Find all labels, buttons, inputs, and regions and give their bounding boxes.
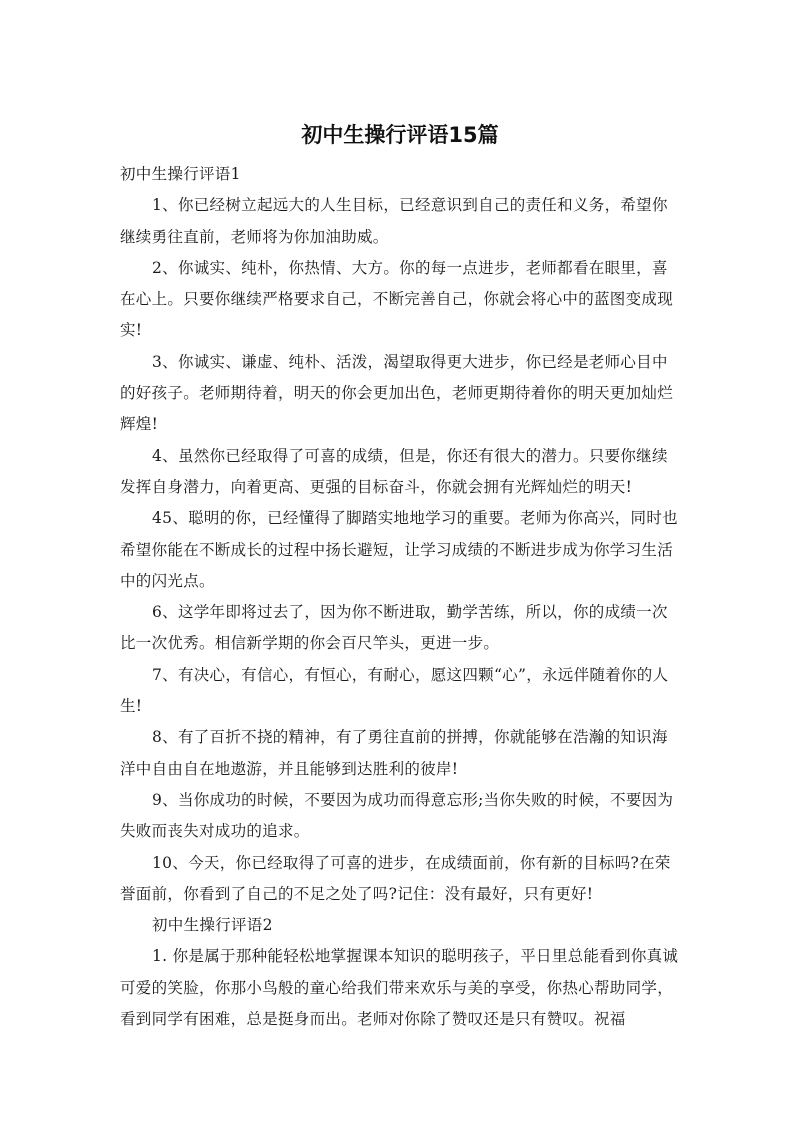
document-body <box>120 159 680 1035</box>
section-heading: 初中生操行评语2 <box>152 916 273 935</box>
paragraph: 4、虽然你已经取得了可喜的成绩，但是，你还有很大的潜力。只要你继续发挥自身潜力，向着更高、更强的目标奋斗，你就会拥有光辉灿烂的明天! <box>120 446 668 496</box>
paragraph: 1、你已经树立起远大的人生目标，已经意识到自己的责任和义务，希望你继续勇往直前，老师将为你加油助威。 <box>120 196 668 246</box>
paragraph: 2、你诚实、纯朴，你热情、大方。你的每一点进步，老师都看在眼里，喜在心上。只要你继续严格要求自己，不断完善自己，你就会将心中的蓝图变成现实! <box>120 258 674 340</box>
section-heading: 初中生操行评语1 <box>120 165 241 183</box>
paragraph: 45、聪明的你，已经懂得了脚踏实地地学习的重要。老师为你高兴，同时也希望你能在不断成长的过程中扬长避短，让学习成绩的不断进步成为你学习生活中的闪光点。 <box>120 509 678 590</box>
paragraph: 7、有决心，有信心，有恒心，有耐心，愿这四颗“心”，永远伴随着你的人生! <box>120 665 669 716</box>
paragraph: 6、这学年即将过去了，因为你不断进取，勤学苦练，所以，你的成绩一次比一次优秀。相信新学期的你会百尺竿头，更进一步。 <box>120 603 668 653</box>
paragraph: 3、你诚实、谦虚、纯朴、活泼，渴望取得更大进步，你已经是老师心目中的好孩子。老师期待着，明天的你会更加出色，老师更期待着你的明天更加灿烂辉煌! <box>120 352 674 434</box>
paragraph: 9、当你成功的时候，不要因为成功而得意忘形;当你失败的时候，不要因为失败而丧失对成功的追求。 <box>120 790 674 841</box>
paragraph: 10、今天，你已经取得了可喜的进步，在成绩面前，你有新的目标吗?在荣誉面前，你看到了自己的不足之处了吗?记住：没有最好，只有更好! <box>120 853 671 903</box>
paragraph: 1. 你是属于那种能轻松地掌握课本知识的聪明孩子，平日里总能看到你真诚可爱的笑脸，你那小鸟般的童心给我们带来欢乐与美的享受，你热心帮助同学，看到同学有困难，总是挺身而出。老师对你除了赞叹还是只有赞叹。祝福 <box>120 947 679 1029</box>
document-title: 初中生操行评语15篇 <box>301 123 499 147</box>
paragraph: 8、有了百折不挠的精神，有了勇往直前的拼搏，你就能够在浩瀚的知识海洋中自由自在地遨游，并且能够到达胜利的彼岸! <box>120 728 668 778</box>
